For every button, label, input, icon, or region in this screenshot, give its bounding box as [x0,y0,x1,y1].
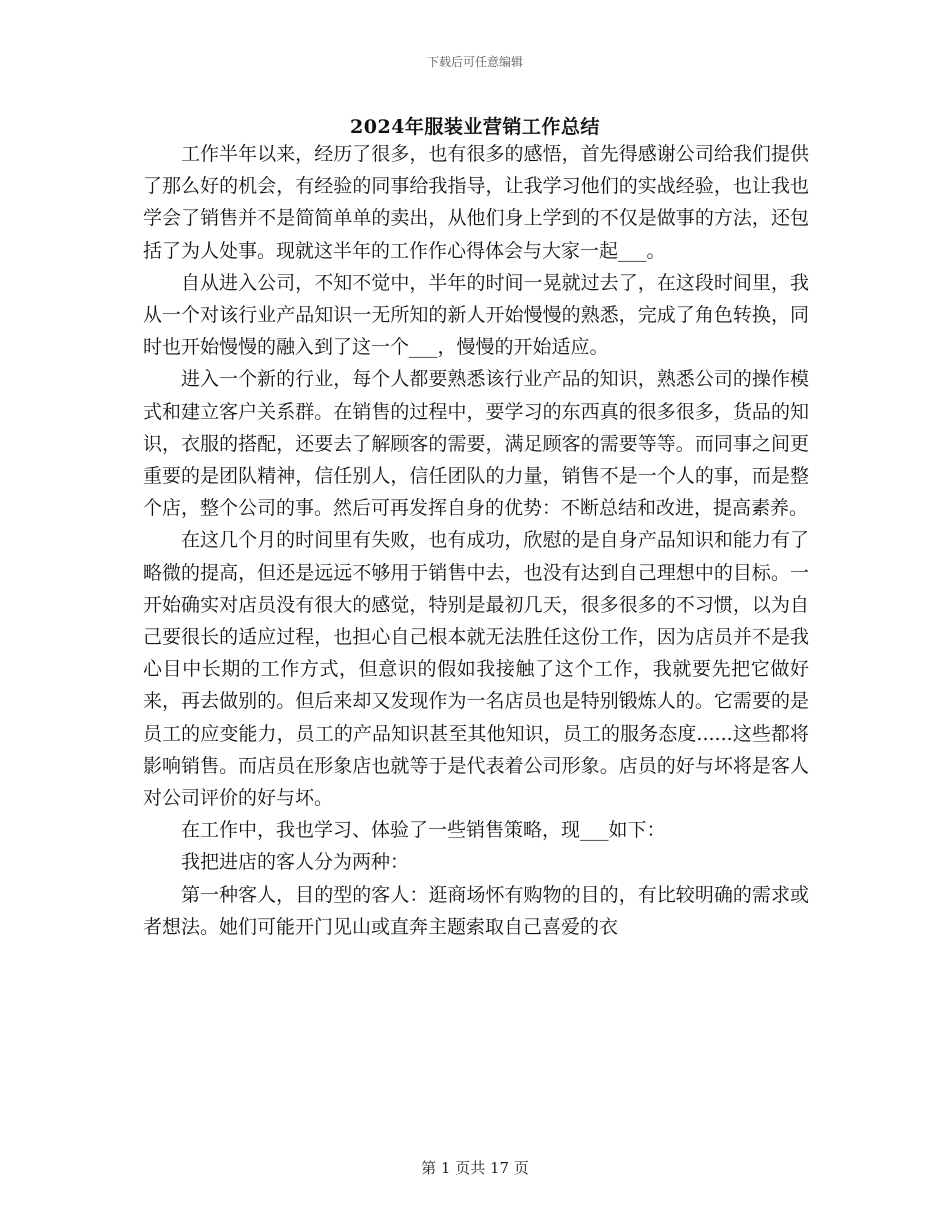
paragraph-2: 自从进入公司，不知不觉中，半年的时间一晃就过去了，在这段时间里，我从一个对该行业产品知识一无所知的新人开始慢慢的熟悉，完成了角色转换，同时也开始慢慢的融入到了这一个___，慢慢的开始适应。 [143,271,809,359]
paragraph-1: 工作半年以来，经历了很多，也有很多的感悟，首先得感谢公司给我们提供了那么好的机会，有经验的同事给我指导，让我学习他们的实战经验，也让我也学会了销售并不是简简单单的卖出，从他们身上学到的不仅是做事的方法，还包括了为人处事。现就这半年的工作作心得体会与大家一起___。 [143,143,809,262]
paragraph-6: 我把进店的客人分为两种： [181,851,410,874]
paragraph-3: 进入一个新的行业，每个人都要熟悉该行业产品的知识，熟悉公司的操作模式和建立客户关系群。在销售的过程中，要学习的东西真的很多很多，货品的知识，衣服的搭配，还要去了解顾客的需要，满足顾客的需要等等。而同事之间更重要的是团队精神，信任别人，信任团队的力量，销售不是一个人的事，而是整个店，整个公司的事。然后可再发挥自身的优势：不断总结和改进，提高素养。 [143,368,809,520]
paragraph-5: 在工作中，我也学习、体验了一些销售策略，现___如下： [181,819,666,842]
document-title: 2024年服装业营销工作总结 [350,116,600,138]
page-number-footer: 第 1 页共 17 页 [421,1159,529,1177]
paragraph-4: 在这几个月的时间里有失败，也有成功，欣慰的是自身产品知识和能力有了略微的提高，但还是远远不够用于销售中去，也没有达到自己理想中的目标。一开始确实对店员没有很大的感觉，特别是最初几天，很多很多的不习惯，以为自己要很长的适应过程，也担心自己根本就无法胜任这份工作，因为店员并不是我心目中长期的工作方式，但意识的假如我接触了这个工作，我就要先把它做好来，再去做别的。但后来却又发现作为一名店员也是特别锻炼人的。它需要的是员工的应变能力，员工的产品知识甚至其他知识，员工的服务态度......这些都将影响销售。而店员在形象店也就等于是代表着公司形象。店员的好与坏将是客人对公司评价的好与坏。 [143,529,809,810]
document-body [143,138,809,943]
paragraph-7: 第一种客人，目的型的客人：逛商场怀有购物的目的，有比较明确的需求或者想法。她们可能开门见山或直奔主题索取自己喜爱的衣 [143,883,809,938]
page-header-note: 下载后可任意编辑 [426,55,523,69]
